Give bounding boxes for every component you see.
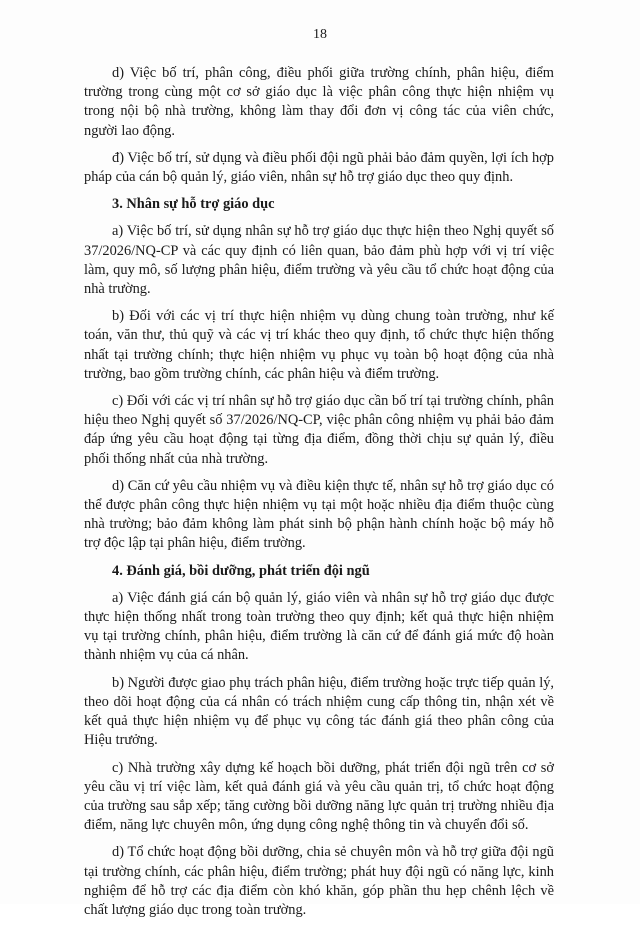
paragraph: d) Việc bố trí, phân công, điều phối giữa trường chính, phân hiệu, điểm trường trong cùng một cơ sở giáo dục là việc phân công thực hiện nhiệm vụ trong nội bộ nhà trường, không làm thay đổi đơn vị công tác của viên chức, người lao động.	[84, 65, 554, 139]
section-heading: 3. Nhân sự hỗ trợ giáo dục	[112, 196, 275, 213]
document-body	[84, 64, 554, 928]
paragraph: c) Nhà trường xây dựng kế hoạch bồi dưỡng, phát triển đội ngũ trên cơ sở yêu cầu vị trí việc làm, kết quả đánh giá và yêu cầu quản trị, tổ chức hoạt động của trường sau sắp xếp; tăng cường bồi dưỡng năng lực quản trị trường nhiều địa điểm, năng lực chuyên môn, ứng dụng công nghệ thông tin và chuyển đổi số.	[84, 759, 554, 834]
paragraph: d) Tổ chức hoạt động bồi dưỡng, chia sẻ chuyên môn và hỗ trợ giữa đội ngũ tại trường chính, các phân hiệu, điểm trường; phát huy đội ngũ có năng lực, kinh nghiệm để hỗ trợ các địa điểm còn khó khăn, góp phần thu hẹp chênh lệch về chất lượng giáo dục trong toàn trường.	[84, 844, 554, 918]
page-number: 18	[313, 27, 327, 42]
paragraph: a) Việc bố trí, sử dụng nhân sự hỗ trợ giáo dục thực hiện theo Nghị quyết số 37/2026/NQ-CP và các quy định có liên quan, bảo đảm phù hợp với vị trí việc làm, quy mô, số lượng phân hiệu, điểm trường và yêu cầu tổ chức hoạt động của nhà trường.	[84, 223, 554, 298]
paragraph: đ) Việc bố trí, sử dụng và điều phối đội ngũ phải bảo đảm quyền, lợi ích hợp pháp của cán bộ quản lý, giáo viên, nhân sự hỗ trợ giáo dục theo quy định.	[84, 149, 554, 186]
paragraph: b) Người được giao phụ trách phân hiệu, điểm trường hoặc trực tiếp quản lý, theo dõi hoạt động của cá nhân có trách nhiệm cung cấp thông tin, nhận xét về kết quả thực hiện nhiệm vụ để phục vụ công tác đánh giá theo phân công của Hiệu trưởng.	[84, 674, 554, 749]
paragraph: c) Đối với các vị trí nhân sự hỗ trợ giáo dục cần bố trí tại trường chính, phân hiệu theo Nghị quyết số 37/2026/NQ-CP, việc phân công nhiệm vụ phải bảo đảm đáp ứng yêu cầu hoạt động tại từng địa điểm, đồng thời chịu sự quản lý, điều phối thống nhất của nhà trường.	[84, 393, 554, 467]
section-heading: 4. Đánh giá, bồi dưỡng, phát triển đội ngũ	[112, 562, 370, 579]
paragraph: d) Căn cứ yêu cầu nhiệm vụ và điều kiện thực tế, nhân sự hỗ trợ giáo dục có thể được phân công thực hiện nhiệm vụ tại một hoặc nhiều địa điểm thuộc cùng nhà trường; bảo đảm không làm phát sinh bộ phận hành chính hoặc bộ máy hỗ trợ độc lập tại phân hiệu, điểm trường.	[84, 477, 554, 552]
paragraph: a) Việc đánh giá cán bộ quản lý, giáo viên và nhân sự hỗ trợ giáo dục được thực hiện thống nhất trong toàn trường theo quy định; kết quả thực hiện nhiệm vụ tại trường chính, phân hiệu, điểm trường là căn cứ để đánh giá mức độ hoàn thành nhiệm vụ của cá nhân.	[84, 589, 554, 664]
paragraph: b) Đối với các vị trí thực hiện nhiệm vụ dùng chung toàn trường, như kế toán, văn thư, thủ quỹ và các vị trí khác theo quy định, tổ chức thực hiện thống nhất tại trường chính; thực hiện nhiệm vụ phục vụ toàn bộ hoạt động của nhà trường, bao gồm trường chính, các phân hiệu và điểm trường.	[84, 308, 554, 382]
